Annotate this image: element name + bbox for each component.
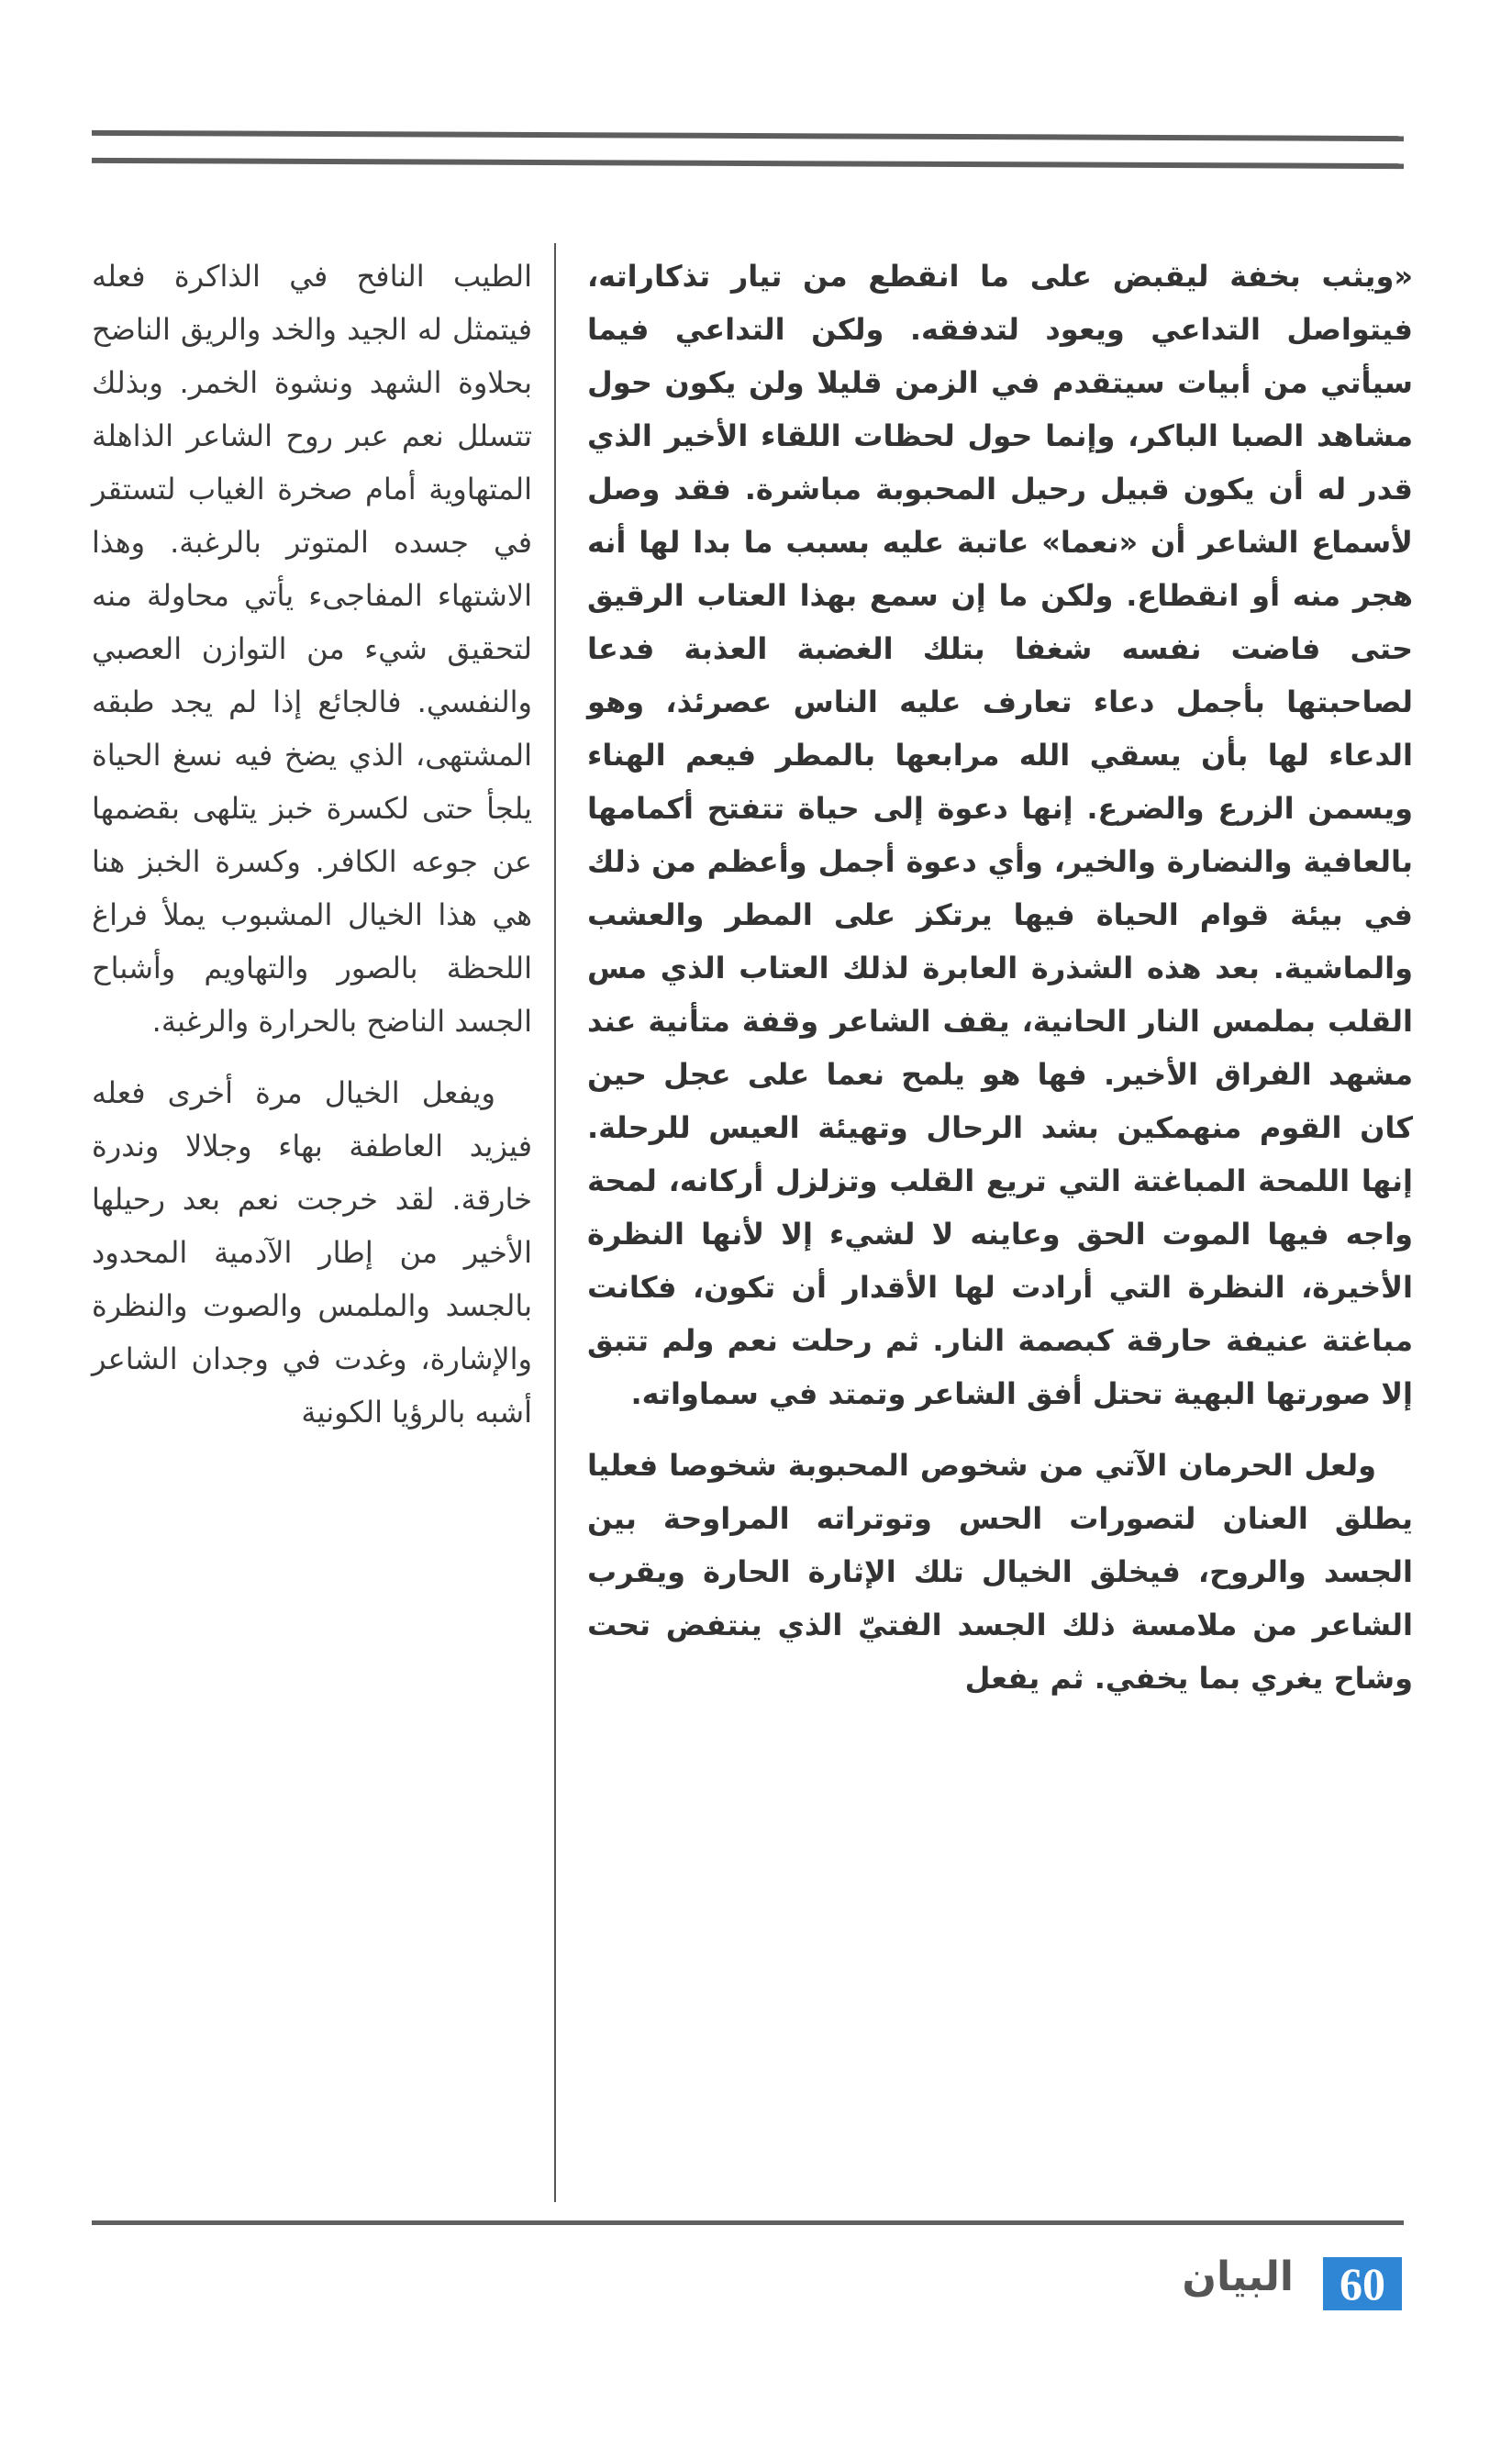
column-divider: [554, 243, 556, 2202]
paragraph: «ويثب بخفة ليقبض على ما انقطع من تيار تذكاراته، فيتواصل التداعي ويعود لتدفقه. ولكن التداعي فيما سيأتي من أبيات سيتقدم في الزمن قليلا ولن يكون حول مشاهد الصبا الباكر، وإنما حول لحظات اللقاء الأخير الذي قدر له أن يكون قبيل رحيل المحبوبة مباشرة. فقد وصل لأسماع الشاعر أن «نعما» عاتبة عليه بسبب ما بدا لها أنه هجر منه أو انقطاع. ولكن ما إن سمع بهذا العتاب الرقيق حتى فاضت نفسه شغفا بتلك الغضبة العذبة فدعا لصاحبتها بأجمل دعاء تعارف عليه الناس عصرئذ، وهو الدعاء لها بأن يسقي الله مرابعها بالمطر فيعم الهناء ويسمن الزرع والضرع. إنها دعوة إلى حياة تتفتح أكمامها بالعافية والنضارة والخير، وأي دعوة أجمل وأعظم من ذلك في بيئة قوام الحياة فيها يرتكز على المطر والعشب والماشية. بعد هذه الشذرة العابرة لذلك العتاب الذي مس القلب بملمس النار الحانية، يقف الشاعر وقفة متأنية عند مشهد الفراق الأخير. فها هو يلمح نعما على عجل حين كان القوم منهمكين بشد الرحال وتهيئة العيس للرحلة. إنها اللمحة المباغتة التي تريع القلب وتزلزل أركانه، لمحة واجه فيها الموت الحق وعاينه لا لشيء إلا لأنها النظرة الأخيرة، النظرة التي أرادت لها الأقدار أن تكون، فكانت مباغتة عنيفة حارقة كبصمة النار. ثم رحلت نعم ولم تتبق إلا صورتها البهية تحتل أفق الشاعر وتمتد في سماواته.: [587, 259, 1413, 1411]
article-column-left: [92, 250, 532, 1457]
paragraph: ويفعل الخيال مرة أخرى فعله فيزيد العاطفة بهاء وجلالا وندرة خارقة. لقد خرجت نعم بعد رحيلها الأخير من إطار الآدمية المحدود بالجسد والملمس والصوت والنظرة والإشارة، وغدت في وجدان الشاعر أشبه بالرؤيا الكونية: [92, 1075, 532, 1430]
paragraph: الطيب النافح في الذاكرة فعله فيتمثل له الجيد والخد والريق الناضح بحلاوة الشهد ونشوة الخمر. وبذلك تتسلل نعم عبر روح الشاعر الذاهلة المتهاوية أمام صخرة الغياب لتستقر في جسده المتوتر بالرغبة. وهذا الاشتهاء المفاجىء يأتي محاولة منه لتحقيق شيء من التوازن العصبي والنفسي. فالجائع إذا لم يجد طبقه المشتهى، الذي يضخ فيه نسغ الحياة يلجأ حتى لكسرة خبز يتلهى بقضمها عن جوعه الكافر. وكسرة الخبز هنا هي هذا الخيال المشبوب يملأ فراغ اللحظة بالصور والتهاويم وأشباح الجسد الناضح بالحرارة والرغبة.: [92, 259, 532, 1039]
header-rule-bottom: [92, 158, 1404, 169]
footer-rule: [92, 2220, 1404, 2225]
page-number: 60: [1323, 2257, 1402, 2310]
paragraph: ولعل الحرمان الآتي من شخوص المحبوبة شخوصا فعليا يطلق العنان لتصورات الحس وتوتراته المراوحة بين الجسد والروح، فيخلق الخيال تلك الإثارة الحارة ويقرب الشاعر من ملامسة ذلك الجسد الفتيّ الذي ينتفض تحت وشاح يغري بما يخفي. ثم يفعل: [587, 1448, 1413, 1696]
magazine-name: البيان: [1182, 2253, 1294, 2300]
article-column-right: [587, 250, 1413, 1723]
page-footer: [936, 2253, 1413, 2321]
header-rule-top: [92, 130, 1404, 141]
